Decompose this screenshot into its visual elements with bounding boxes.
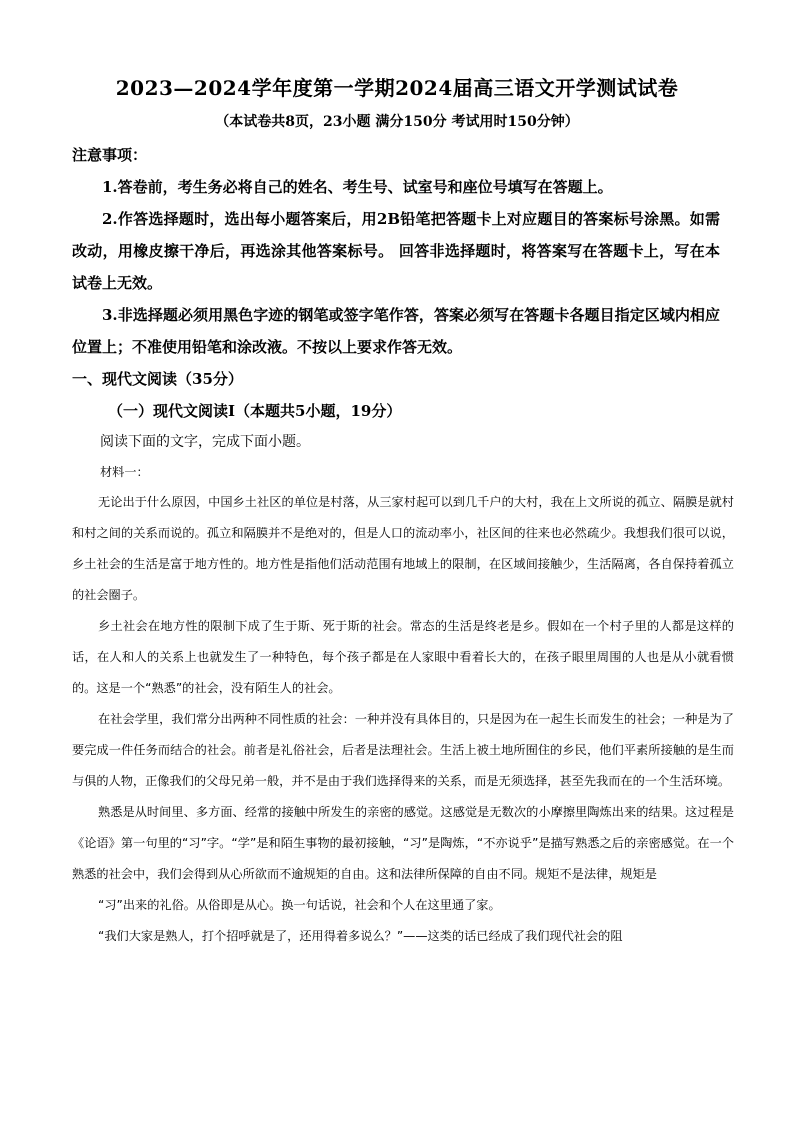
notice-item-2: 2.作答选择题时，选出每小题答案后，用2B铅笔把答题卡上对应题目的答案标号涂黑。如需改动，用橡皮擦干净后，再选涂其他答案标号。 回答非选择题时，将答案写在答题卡上，写在本试卷上无效。 [72,210,720,292]
material-paragraph: “我们大家是熟人，打个招呼就是了，还用得着多说么？”——这类的话已经成了我们现代社会的阻 [98,929,623,943]
material-paragraph: 熟悉是从时间里、多方面、经常的接触中所发生的亲密的感觉。这感觉是无数次的小摩擦里陶炼出来的结果。这过程是《论语》第一句里的“习”字。“学”是和陌生事物的最初接触，“习”是陶炼，“不亦说乎”是描写熟悉之后的亲密感觉。在一个熟悉的社会中，我们会得到从心所欲而不逾规矩的自由。这和法律所保障的自由不同。规矩不是法律，规矩是 [72,805,734,881]
material-label: 材料一： [100,465,149,479]
notice-item-1: 1.答卷前，考生务必将自己的姓名、考生号、试室号和座位号填写在答题上。 [102,178,613,196]
material-paragraph: 乡土社会在地方性的限制下成了生于斯、死于斯的社会。常态的生活是终老是乡。假如在一个村子里的人都是这样的话，在人和人的关系上也就发生了一种特色，每个孩子都是在人家眼中看着长大的，在孩子眼里周围的人也是从小就看惯的。这是一个“熟悉”的社会，没有陌生人的社会。 [72,619,734,695]
notice-section [0,139,720,427]
section-heading: 一、现代文阅读（35分） [72,370,243,388]
exam-info: （本试卷共8页，23小题 满分150分 考试用时150分钟） [215,114,579,130]
page-title: 2023—2024学年度第一学期2024届高三语文开学测试试卷 [115,76,679,100]
material-paragraph: 无论出于什么原因，中国乡土社区的单位是村落，从三家村起可以到几千户的大村，我在上文所说的孤立、隔膜是就村和村之间的关系而说的。孤立和隔膜并不是绝对的，但是人口的流动率小，社区间的往来也必然疏少。我想我们很可以说，乡土社会的生活是富于地方性的。地方性是指他们活动范围有地域上的限制，在区域间接触少，生活隔离，各自保持着孤立的社会圈子。 [72,495,734,602]
material-paragraph: 在社会学里，我们常分出两种不同性质的社会：一种并没有具体目的，只是因为在一起生长而发生的社会；一种是为了要完成一件任务而结合的社会。前者是礼俗社会，后者是法理社会。生活上被土地所囿住的乡民，他们平素所接触的是生而与俱的人物，正像我们的父母兄弟一般，并不是由于我们选择得来的关系，而是无须选择，甚至先我而在的一个生活环境。 [72,712,734,788]
notice-item-3: 3.非选择题必须用黑色字迹的钢笔或签字笔作答，答案必须写在答题卡各题目指定区域内相应位置上；不准使用铅笔和涂改液。不按以上要求作答无效。 [72,306,720,356]
notice-heading: 注意事项： [72,146,148,164]
material-paragraph: “习”出来的礼俗。从俗即是从心。换一句话说，社会和个人在这里通了家。 [98,898,501,912]
reading-instruction: 阅读下面的文字，完成下面小题。 [100,434,310,450]
sub-section-heading: （一）现代文阅读Ⅰ（本题共5小题，19分） [108,402,402,420]
material-text [0,487,794,952]
